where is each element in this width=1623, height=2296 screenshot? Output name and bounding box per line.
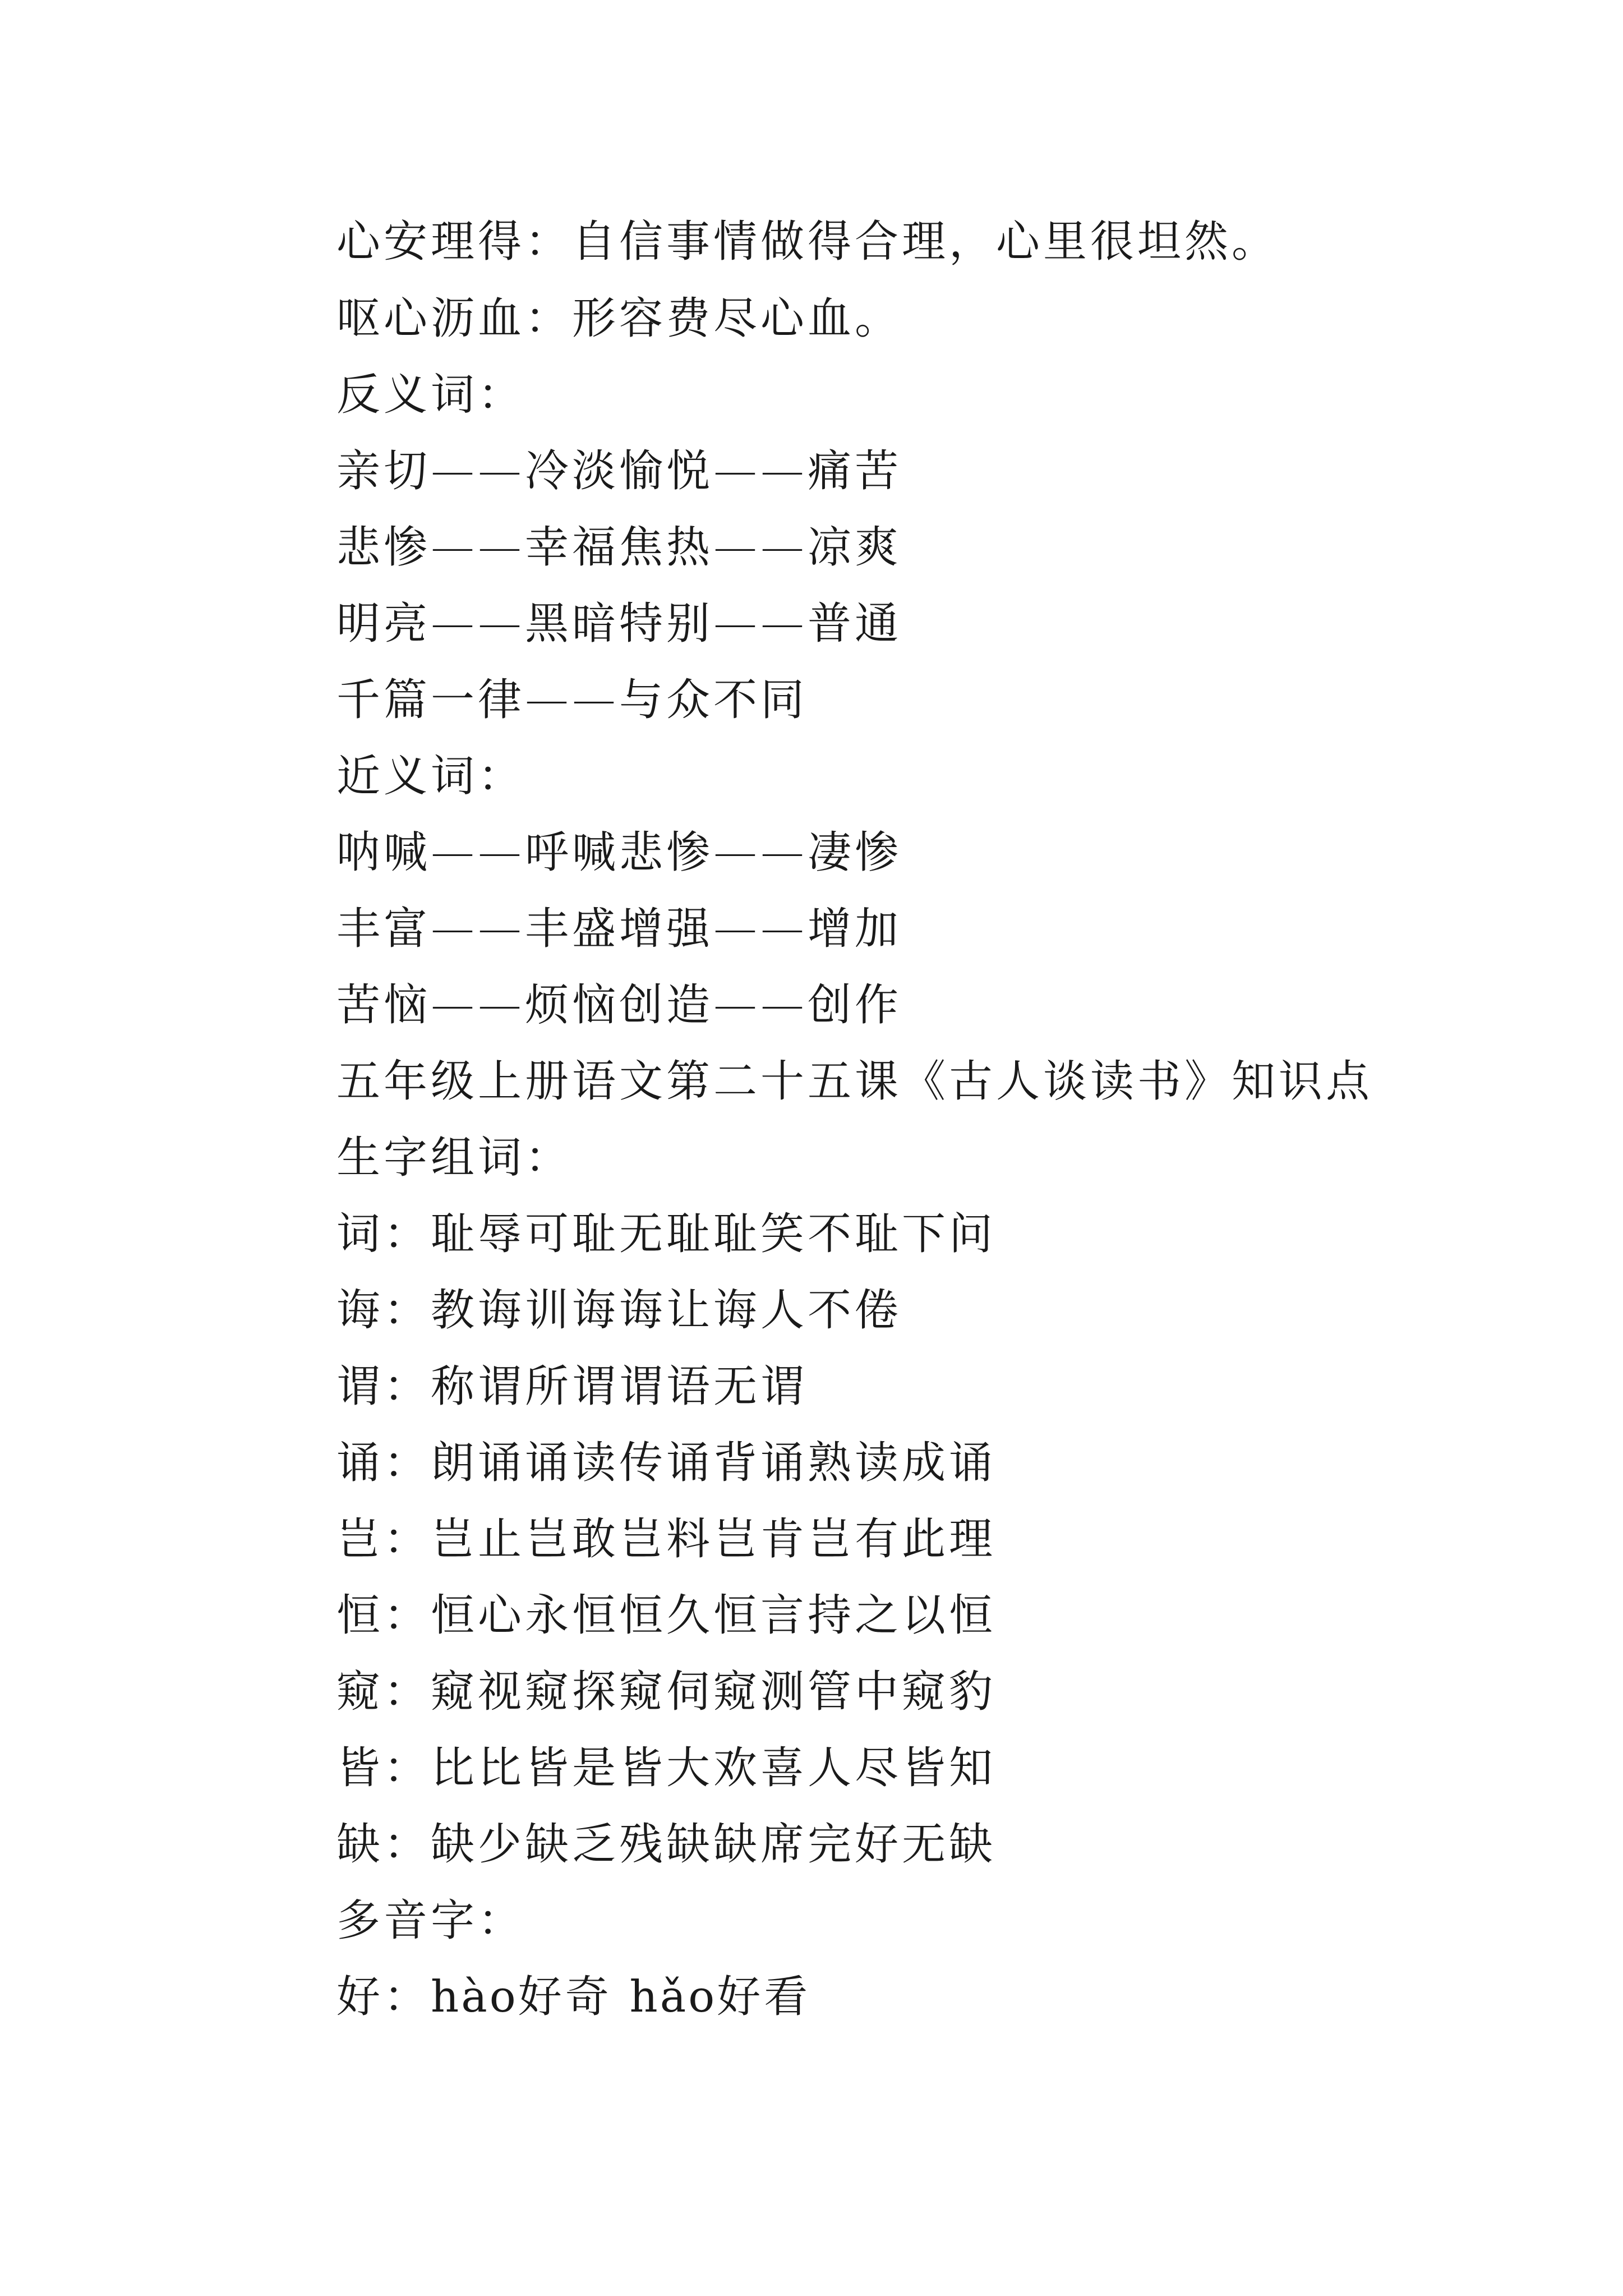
- synonym-pair: 呐喊——呼喊悲惨——凄惨: [336, 827, 902, 878]
- polyphone-entry: [336, 1969, 811, 2025]
- word-group: 诵：朗诵诵读传诵背诵熟读成诵: [336, 1438, 997, 1488]
- lesson-title: 五年级上册语文第二十五课《古人谈读书》知识点: [336, 1056, 1373, 1107]
- section-heading-synonyms: 近义词：: [336, 751, 525, 802]
- antonym-pair: 明亮——黑暗特别——普通: [336, 599, 902, 649]
- example-word-2: 好看: [717, 1972, 811, 2022]
- antonym-pair: 悲惨——幸福焦热——凉爽: [336, 522, 902, 573]
- antonym-pair: 亲切——冷淡愉悦——痛苦: [336, 446, 902, 496]
- section-heading-new-words: 生字组词：: [336, 1133, 573, 1183]
- section-heading-polyphones: 多音字：: [336, 1895, 525, 1946]
- example-word-1: 好奇: [518, 1972, 612, 2022]
- word-group: 窥：窥视窥探窥伺窥测管中窥豹: [336, 1667, 997, 1717]
- pinyin-2: hǎo: [629, 1972, 717, 2022]
- word-group: 皆：比比皆是皆大欢喜人尽皆知: [336, 1743, 997, 1793]
- polyphone-separator: ：: [384, 1972, 431, 2022]
- definition-ouxinlixue: 呕心沥血：形容费尽心血。: [336, 293, 902, 344]
- word-group: 谓：称谓所谓谓语无谓: [336, 1361, 808, 1412]
- synonym-pair: 苦恼——烦恼创造——创作: [336, 980, 902, 1030]
- synonym-pair: 丰富——丰盛增强——增加: [336, 904, 902, 954]
- word-group: 词：耻辱可耻无耻耻笑不耻下问: [336, 1209, 997, 1259]
- pinyin-1: hào: [431, 1972, 518, 2022]
- word-group: 缺：缺少缺乏残缺缺席完好无缺: [336, 1819, 997, 1870]
- antonym-pair: 千篇一律——与众不同: [336, 675, 808, 725]
- word-group: 恒：恒心永恒恒久恒言持之以恒: [336, 1590, 997, 1641]
- definition-xinanlide: 心安理得：自信事情做得合理，心里很坦然。: [336, 217, 1279, 267]
- word-group: 诲：教诲训诲诲让诲人不倦: [336, 1285, 902, 1336]
- section-heading-antonyms: 反义词：: [336, 370, 525, 420]
- word-group: 岂：岂止岂敢岂料岂肯岂有此理: [336, 1514, 997, 1565]
- polyphone-char: 好: [336, 1972, 384, 2022]
